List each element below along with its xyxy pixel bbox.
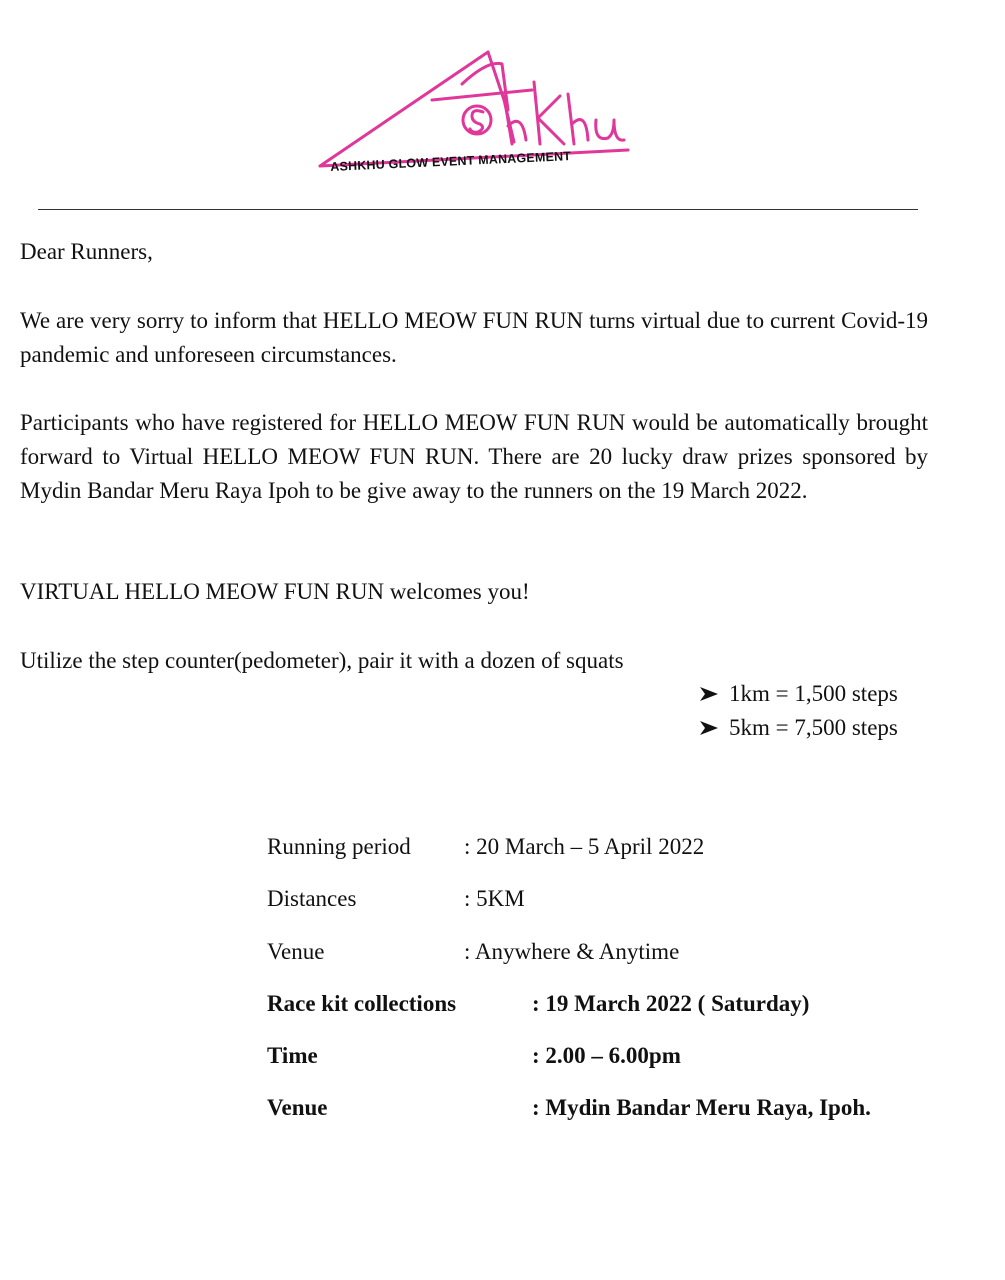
race-kit-label: Race kit collections — [267, 991, 457, 1016]
welcome-line: VIRTUAL HELLO MEOW FUN RUN welcomes you! — [20, 579, 530, 604]
time-label: Time — [267, 1043, 318, 1068]
steps-item-label: 1km = 1,500 steps — [729, 681, 898, 706]
time-value: : 2.00 – 6.00pm — [532, 1043, 681, 1068]
venue-value: : Anywhere & Anytime — [464, 939, 680, 964]
paragraph-participants: Participants who have registered for HELLO MEOW FUN RUN would be automatically brought forward to Virtual HELLO MEOW FUN RUN. There are 20 lucky draw prizes sponsored by Mydin Bandar Meru Raya Ipoh to be give away to the runners on the 19 March 2022. — [20, 410, 928, 503]
distances-label: Distances — [267, 886, 357, 911]
running-period-label: Running period — [267, 834, 411, 859]
logo-subtitle: ASHKHU GLOW EVENT MANAGEMENT — [330, 149, 572, 174]
venue-label: Venue — [267, 939, 325, 964]
running-period-value: : 20 March – 5 April 2022 — [464, 834, 705, 859]
distances-value: : 5KM — [464, 886, 525, 911]
greeting: Dear Runners, — [20, 239, 153, 264]
utilize-line: Utilize the step counter(pedometer), pair it with a dozen of squats — [20, 648, 624, 673]
venue-collection-value: : Mydin Bandar Meru Raya, Ipoh. — [532, 1095, 871, 1120]
arrowhead-bullet-icon — [698, 685, 720, 703]
steps-item — [698, 711, 898, 745]
paragraph-virtual-notice: We are very sorry to inform that HELLO MEOW FUN RUN turns virtual due to current Covid-19 pandemic and unforeseen circumstances. — [20, 308, 928, 367]
steps-item — [698, 677, 898, 711]
steps-list — [698, 677, 898, 745]
venue-collection-label: Venue — [267, 1095, 328, 1120]
steps-item-label: 5km = 7,500 steps — [729, 715, 898, 740]
race-kit-value: : 19 March 2022 ( Saturday) — [532, 991, 810, 1016]
arrowhead-bullet-icon — [698, 719, 720, 737]
header-divider — [38, 209, 918, 210]
